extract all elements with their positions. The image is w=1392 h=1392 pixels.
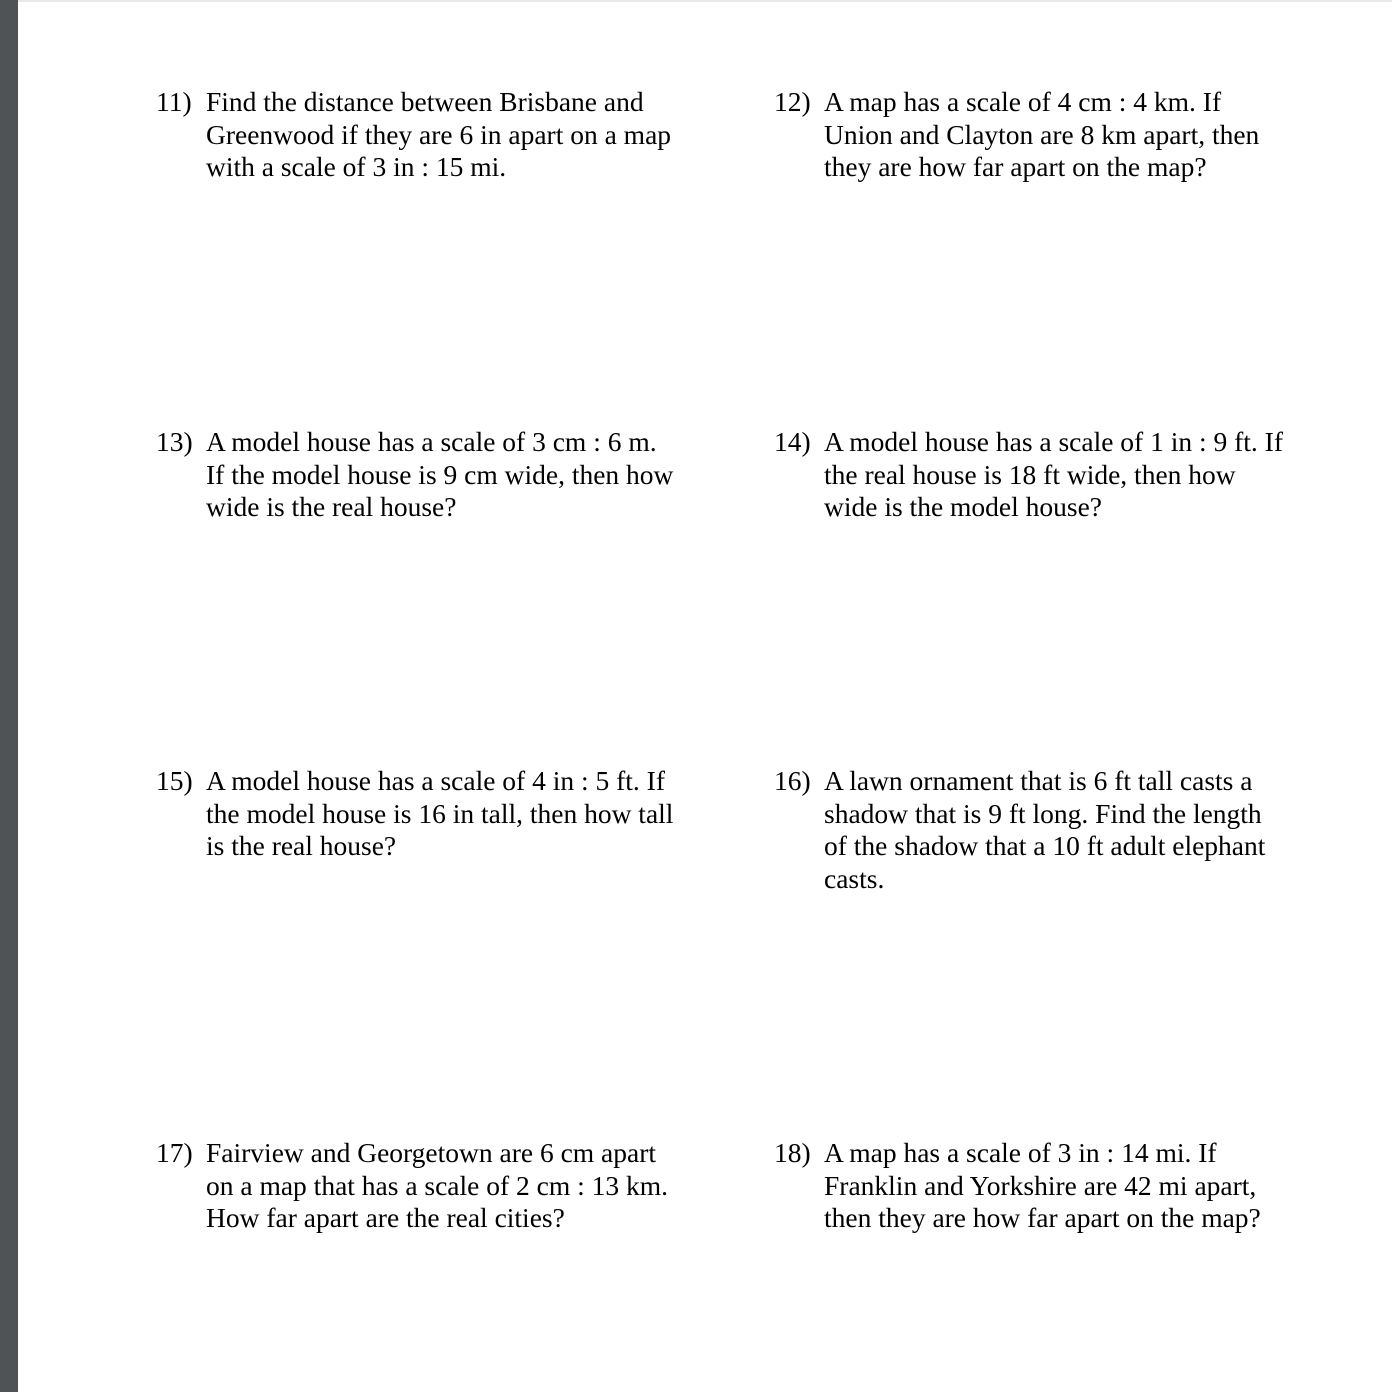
problem-text: Fairview and Georgetown are 6 cm apart on a map that has a scale of 2 cm : 13 km. How far apart are the real cities? [206,1137,669,1233]
problem-text: A map has a scale of 4 cm : 4 km. If Union and Clayton are 8 km apart, then they are how far apart on the map? [824,86,1260,182]
problem-text: A model house has a scale of 3 cm : 6 m. If the model house is 9 cm wide, then how wide is the real house? [206,426,674,522]
problem-14 [774,426,1334,524]
problem-17 [156,1137,716,1235]
problem-12 [774,86,1334,184]
problem-number: 12) [774,86,811,117]
problem-text: A model house has a scale of 4 in : 5 ft. If the model house is 16 in tall, then how tall is the real house? [206,765,674,861]
problem-text: A model house has a scale of 1 in : 9 ft. If the real house is 18 ft wide, then how wide is the model house? [824,426,1283,522]
problem-text: A map has a scale of 3 in : 14 mi. If Franklin and Yorkshire are 42 mi apart, then they are how far apart on the map? [824,1137,1261,1233]
problem-number: 11) [156,86,192,117]
problem-number: 17) [156,1137,193,1168]
viewer-scrollbar-edge [0,0,18,1392]
problem-number: 14) [774,426,811,457]
problem-number: 18) [774,1137,811,1168]
problem-11 [156,86,716,184]
problem-number: 16) [774,765,811,796]
problem-13 [156,426,716,524]
problem-number: 15) [156,765,193,796]
problem-16 [774,765,1334,895]
problem-text: A lawn ornament that is 6 ft tall casts a shadow that is 9 ft long. Find the length of the shadow that a 10 ft adult elephant casts. [824,765,1266,894]
problem-15 [156,765,716,863]
problem-text: Find the distance between Brisbane and Greenwood if they are 6 in apart on a map with a scale of 3 in : 15 mi. [206,86,672,182]
problem-18 [774,1137,1334,1235]
problem-number: 13) [156,426,193,457]
document-page [18,0,1392,1392]
